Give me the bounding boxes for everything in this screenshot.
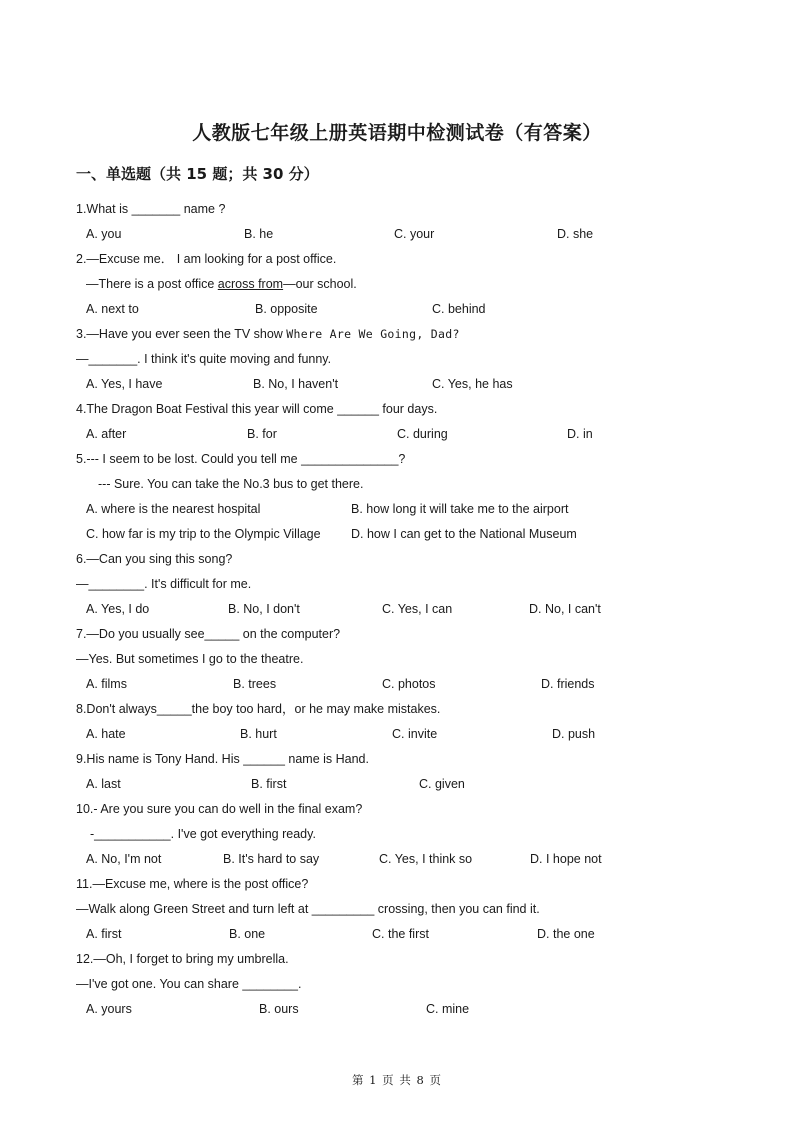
question-1-option-a: A. you — [86, 227, 122, 241]
question-2-reply-start: —There is a post office — [86, 277, 218, 291]
question-2-reply — [86, 276, 357, 292]
question-6-reply: —________. It's difficult for me. — [76, 577, 252, 591]
question-5-option-b: B. how long it will take me to the airport — [351, 502, 569, 516]
question-11-option-d: D. the one — [537, 927, 595, 941]
question-10-option-b: B. It's hard to say — [223, 852, 320, 866]
question-1-option-b: B. he — [244, 227, 274, 241]
question-9-option-c: C. given — [419, 777, 465, 791]
question-7-option-b: B. trees — [233, 677, 277, 691]
question-12-option-a: A. yours — [86, 1002, 132, 1016]
question-8-option-d: D. push — [552, 727, 596, 741]
question-4-option-b: B. for — [247, 427, 277, 441]
question-11-reply: —Walk along Green Street and turn left at _________ crossing, then you can find it. — [76, 902, 540, 916]
question-10-reply: -___________. I've got everything ready. — [90, 827, 316, 841]
question-5-stem: 5.--- I seem to be lost. Could you tell me ______________? — [76, 452, 406, 466]
question-11-option-b: B. one — [229, 927, 266, 941]
question-9-stem: 9.His name is Tony Hand. His ______ name is Hand. — [76, 752, 369, 766]
page-title: 人教版七年级上册英语期中检测试卷（有答案） — [192, 122, 602, 144]
question-2-option-b: B. opposite — [255, 302, 318, 316]
question-3-stem-text: 3.—Have you ever seen the TV show — [76, 327, 287, 341]
question-8-stem: 8.Don't always_____the boy too hard，or he may make mistakes. — [76, 702, 441, 716]
question-3-show-title: Where Are We Going, Dad? — [286, 327, 460, 341]
question-7-option-a: A. films — [86, 677, 127, 691]
question-6-option-b: B. No, I don't — [228, 602, 300, 616]
question-3-option-b: B. No, I haven't — [253, 377, 339, 391]
question-10-option-a: A. No, I'm not — [86, 852, 162, 866]
question-11-option-a: A. first — [86, 927, 122, 941]
page-footer: 第 1 页 共 8 页 — [352, 1073, 442, 1087]
question-7-option-c: C. photos — [382, 677, 436, 691]
question-4-option-a: A. after — [86, 427, 127, 441]
question-2-option-c: C. behind — [432, 302, 486, 316]
question-7-stem: 7.—Do you usually see_____ on the computer? — [76, 627, 341, 641]
question-4-option-c: C. during — [397, 427, 448, 441]
question-1-option-c: C. your — [394, 227, 435, 241]
question-3-option-c: C. Yes, he has — [432, 377, 513, 391]
question-12-stem: 12.—Oh, I forget to bring my umbrella. — [76, 952, 289, 966]
question-2-reply-end: —our school. — [283, 277, 357, 291]
question-8-option-b: B. hurt — [240, 727, 277, 741]
question-11-stem: 11.—Excuse me, where is the post office? — [76, 877, 309, 891]
question-3-stem — [76, 326, 460, 342]
question-6-stem: 6.—Can you sing this song? — [76, 552, 233, 566]
question-8-option-c: C. invite — [392, 727, 438, 741]
question-7-option-d: D. friends — [541, 677, 595, 691]
section-heading: 一、单选题（共 15 题；共 30 分） — [76, 165, 319, 183]
question-6-option-c: C. Yes, I can — [382, 602, 453, 616]
question-2-underlined-phrase: across from — [217, 277, 284, 291]
question-3-reply: —_______. I think it's quite moving and funny. — [76, 352, 332, 366]
question-12-option-c: C. mine — [426, 1002, 470, 1016]
question-3-option-a: A. Yes, I have — [86, 377, 163, 391]
question-4-stem: 4.The Dragon Boat Festival this year will come ______ four days. — [76, 402, 438, 416]
question-5-option-d: D. how I can get to the National Museum — [351, 527, 577, 541]
question-9-option-a: A. last — [86, 777, 121, 791]
question-2-option-a: A. next to — [86, 302, 139, 316]
question-1-stem: 1.What is _______ name ? — [76, 202, 226, 216]
question-2-stem: 2.—Excuse me． I am looking for a post office. — [76, 252, 337, 266]
question-8-option-a: A. hate — [86, 727, 126, 741]
question-5-option-c: C. how far is my trip to the Olympic Village — [86, 527, 321, 541]
question-12-reply: —I've got one. You can share ________. — [76, 977, 302, 991]
question-5-reply: --- Sure. You can take the No.3 bus to get there. — [98, 477, 364, 491]
question-7-reply: —Yes. But sometimes I go to the theatre. — [76, 652, 304, 666]
question-12-option-b: B. ours — [259, 1002, 299, 1016]
question-4-option-d: D. in — [567, 427, 593, 441]
question-6-option-d: D. No, I can't — [529, 602, 601, 616]
question-6-option-a: A. Yes, I do — [86, 602, 150, 616]
question-5-option-a: A. where is the nearest hospital — [86, 502, 261, 516]
question-11-option-c: C. the first — [372, 927, 429, 941]
question-1-option-d: D. she — [557, 227, 594, 241]
question-10-option-d: D. I hope not — [530, 852, 602, 866]
question-9-option-b: B. first — [251, 777, 287, 791]
question-10-stem: 10.- Are you sure you can do well in the final exam? — [76, 802, 363, 816]
question-10-option-c: C. Yes, I think so — [379, 852, 473, 866]
